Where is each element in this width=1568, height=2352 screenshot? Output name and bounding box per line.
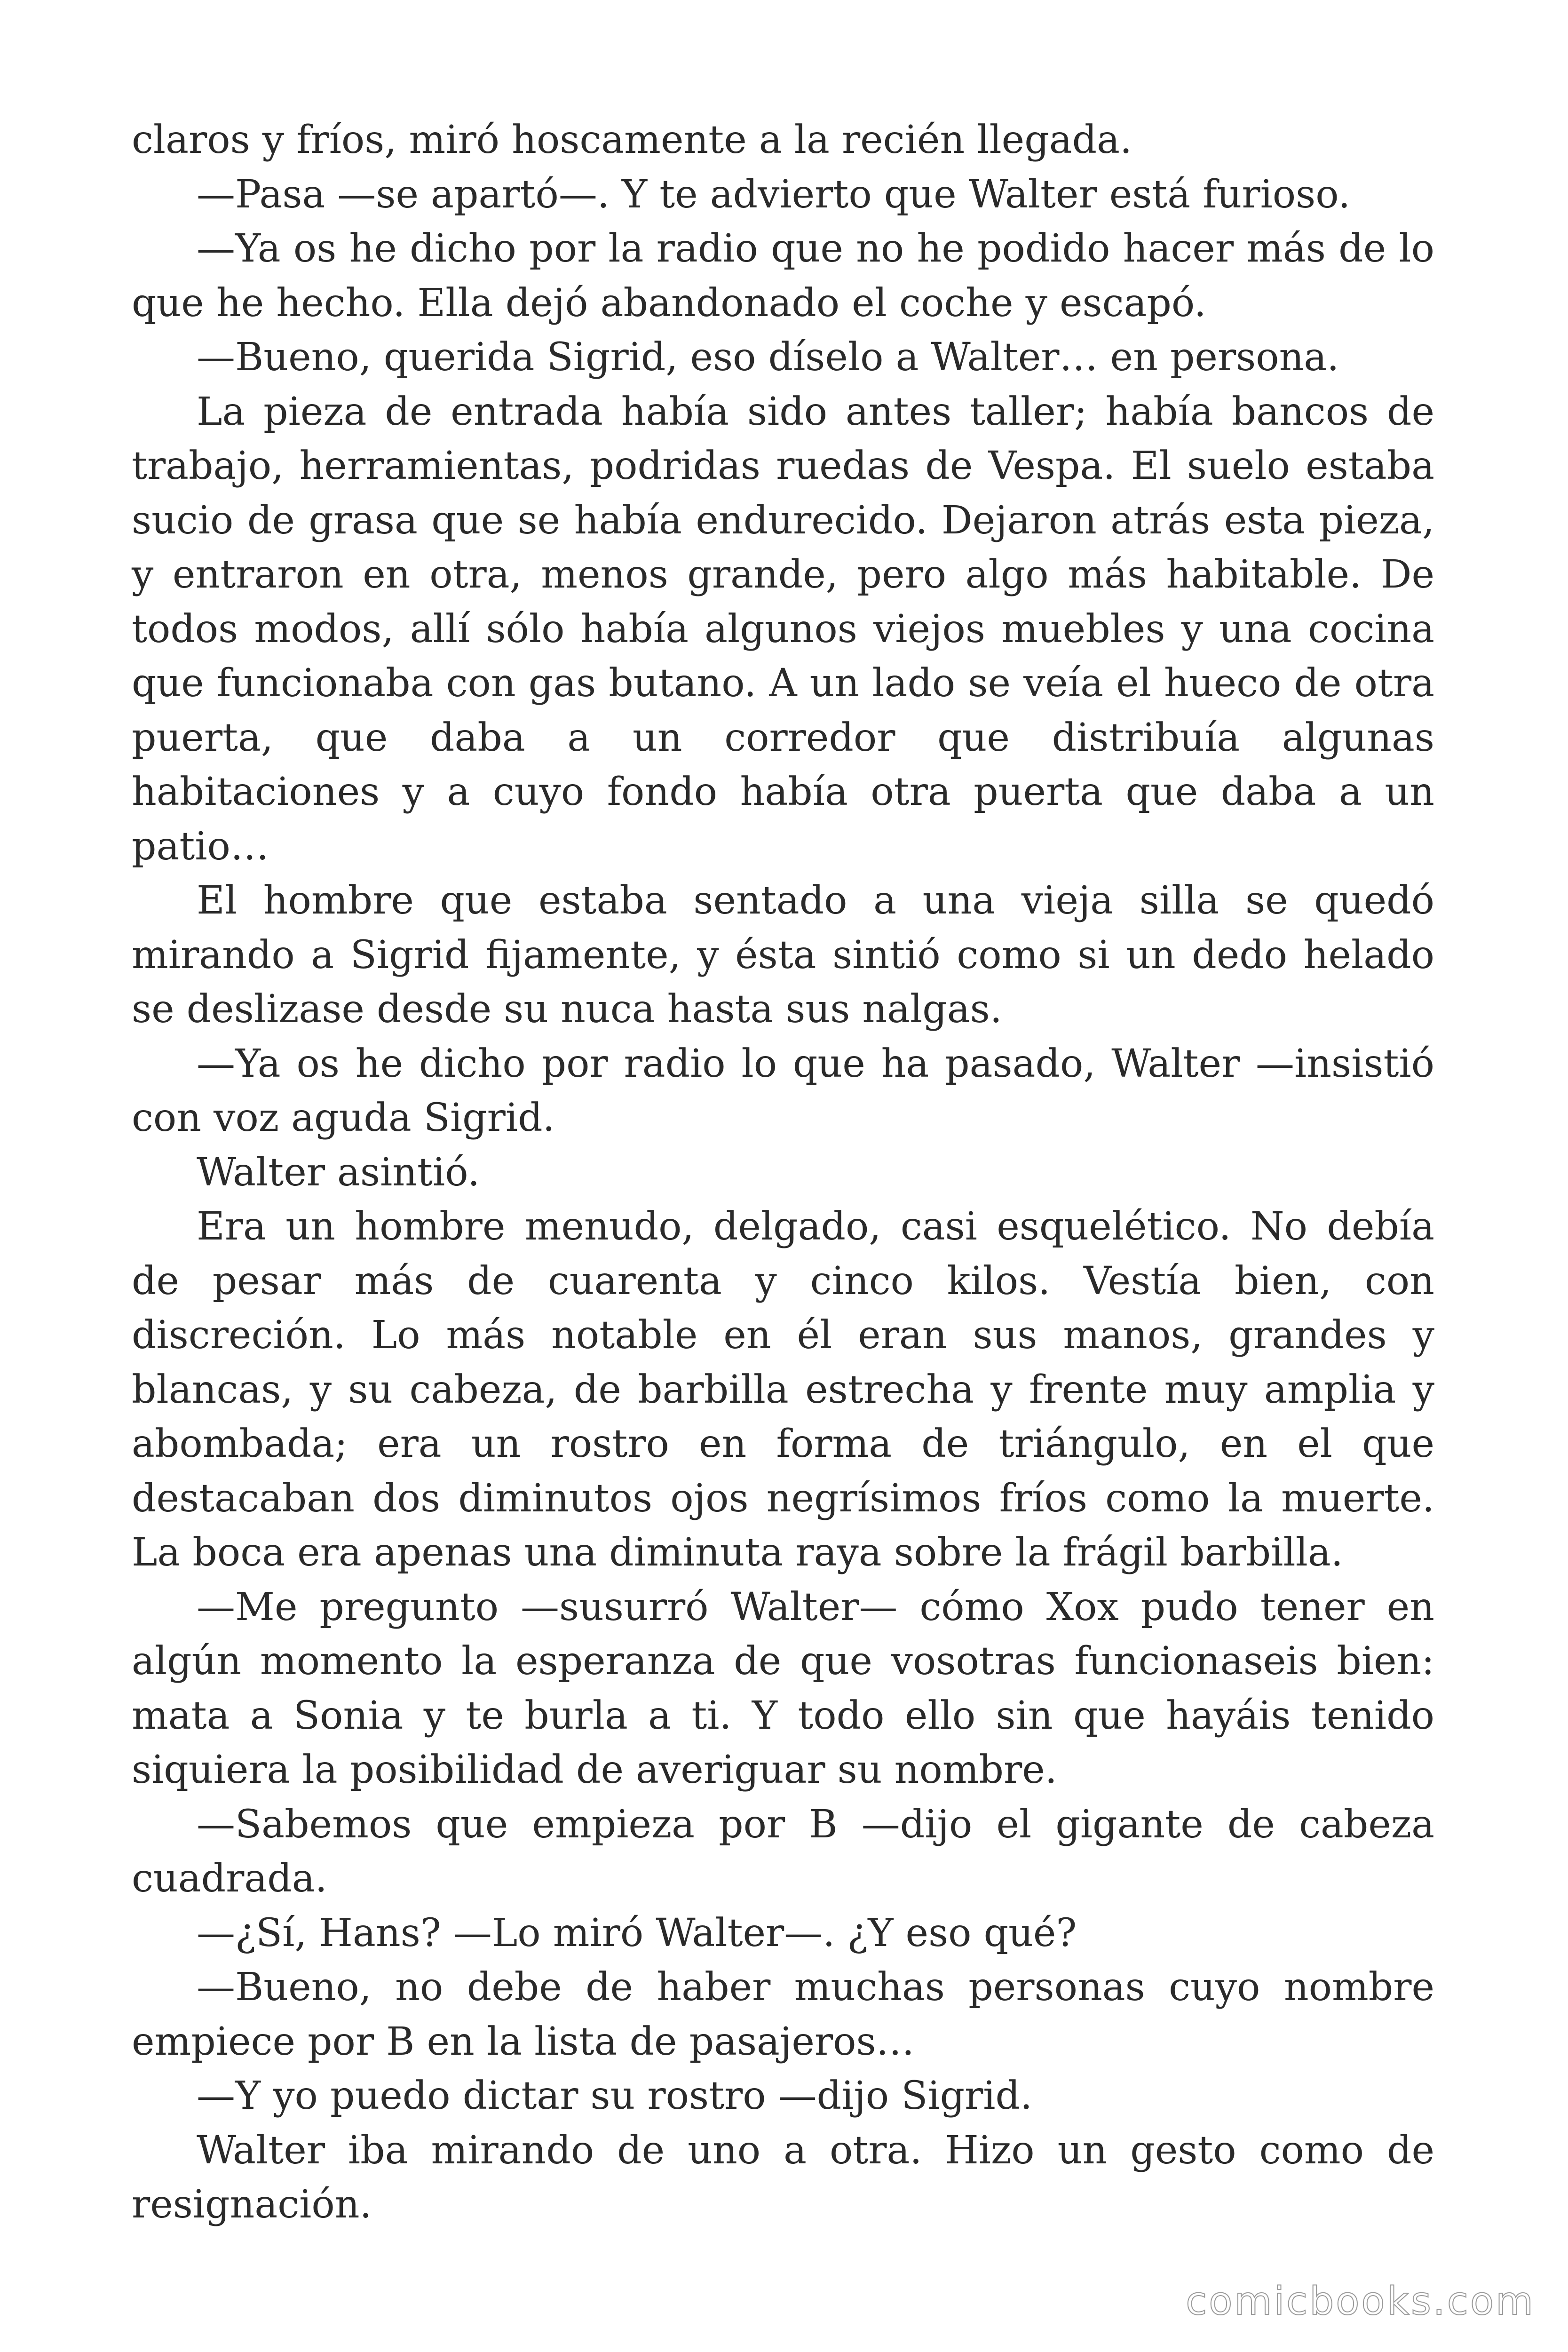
paragraph: Era un hombre menudo, delgado, casi esquelético. No debía de pesar más de cuarenta y cinco kilos. Vestía bien, con discreción. Lo más notable en él eran sus manos, grandes y blancas, y su cabeza, de barbilla estrecha y frente muy amplia y abombada; era un rostro en forma de triángulo, en el que destacaban dos diminutos ojos negrísimos fríos como la muerte. La boca era apenas una diminuta raya sobre la frágil barbilla. bbox=[132, 1204, 1434, 1575]
paragraph: —Y yo puedo dictar su rostro —dijo Sigrid. bbox=[197, 2074, 1033, 2118]
paragraph: —Ya os he dicho por radio lo que ha pasado, Walter —insistió con voz aguda Sigrid. bbox=[132, 1041, 1434, 1140]
paragraph: —Bueno, querida Sigrid, eso díselo a Walter… en persona. bbox=[197, 335, 1339, 380]
paragraph: —¿Sí, Hans? —Lo miró Walter—. ¿Y eso qué? bbox=[197, 1910, 1077, 1955]
paragraph: Walter iba mirando de uno a otra. Hizo un gesto como de resignación. bbox=[132, 2128, 1434, 2227]
paragraph: —Bueno, no debe de haber muchas personas cuyo nombre empiece por B en la lista de pasajeros… bbox=[132, 1965, 1434, 2064]
paragraph: —Me pregunto —susurró Walter— cómo Xox pudo tener en algún momento la esperanza de que vosotras funcionaseis bien: mata a Sonia y te burla a ti. Y todo ello sin que hayáis tenido siquiera la posibilidad de averiguar su nombre. bbox=[132, 1584, 1434, 1792]
paragraph: Walter asintió. bbox=[197, 1150, 480, 1195]
paragraph: La pieza de entrada había sido antes taller; había bancos de trabajo, herramientas, podridas ruedas de Vespa. El suelo estaba sucio de grasa que se había endurecido. Dejaron atrás esta pieza, y entraron en otra, menos grande, pero algo más habitable. De todos modos, allí sólo había algunos viejos muebles y una cocina que funcionaba con gas butano. A un lado se veía el hueco de otra puerta, que daba a un corredor que distribuía algunas habitaciones y a cuyo fondo había otra puerta que daba a un patio… bbox=[132, 389, 1434, 869]
paragraph: —Ya os he dicho por la radio que no he podido hacer más de lo que he hecho. Ella dejó abandonado el coche y escapó. bbox=[132, 226, 1434, 326]
paragraph: El hombre que estaba sentado a una vieja silla se quedó mirando a Sigrid fijamente, y ésta sintió como si un dedo helado se deslizase desde su nuca hasta sus nalgas. bbox=[132, 878, 1434, 1032]
paragraph: —Pasa —se apartó—. Y te advierto que Walter está furioso. bbox=[197, 172, 1351, 217]
page-text bbox=[132, 113, 1434, 2232]
watermark: comicbooks.com bbox=[1186, 2279, 1535, 2324]
paragraph-continuation: claros y fríos, miró hoscamente a la recién llegada. bbox=[132, 118, 1132, 162]
paragraph: —Sabemos que empieza por B —dijo el gigante de cabeza cuadrada. bbox=[132, 1802, 1434, 1901]
